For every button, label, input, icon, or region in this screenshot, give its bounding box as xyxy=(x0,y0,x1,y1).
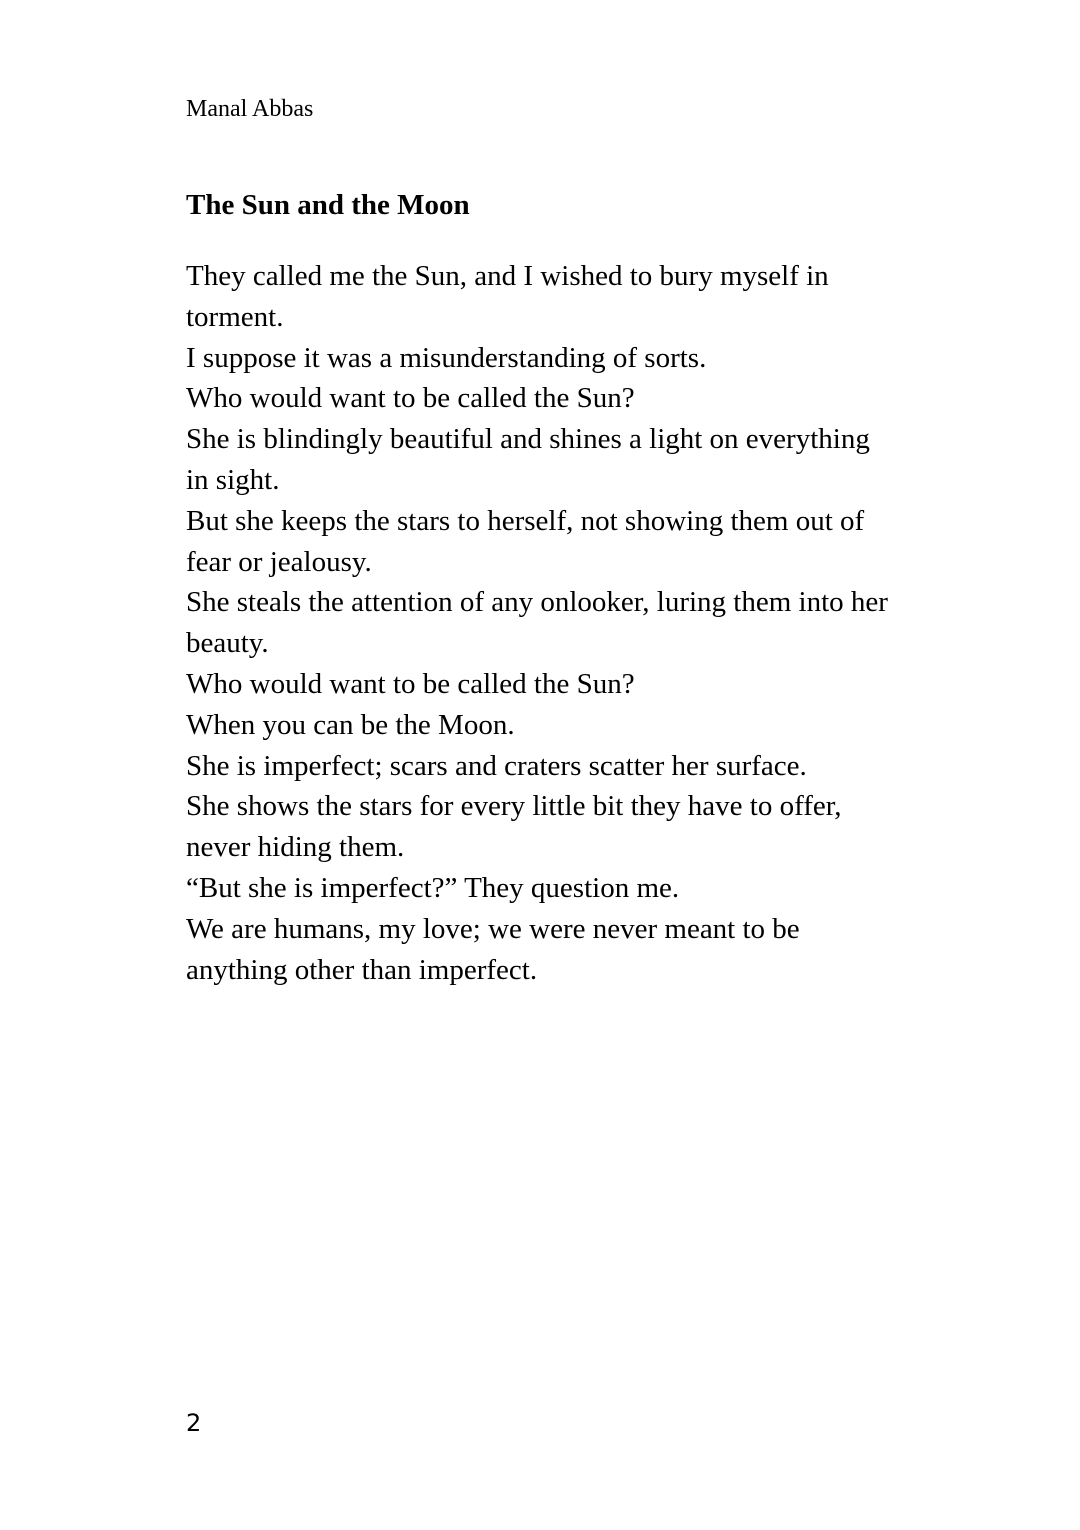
page-number: 2 xyxy=(186,1409,202,1437)
poem-line: She is imperfect; scars and craters scatter her surface. xyxy=(186,749,807,782)
poem-line: She shows the stars for every little bit they have to offer, never hiding them. xyxy=(186,790,842,864)
poem-line: “But she is imperfect?” They question me. xyxy=(186,871,680,904)
poem-line: She is blindingly beautiful and shines a light on everything in sight. xyxy=(186,423,870,496)
poem-body xyxy=(186,256,896,990)
poem-line: When you can be the Moon. xyxy=(186,708,515,741)
poem-line: Who would want to be called the Sun? xyxy=(186,667,635,700)
poem-line: We are humans, my love; we were never meant to be anything other than imperfect. xyxy=(186,912,800,986)
author-name: Manal Abbas xyxy=(186,96,314,122)
poem-line: She steals the attention of any onlooker, luring them into her beauty. xyxy=(186,586,888,660)
poem-title: The Sun and the Moon xyxy=(186,189,470,221)
poem-line: Who would want to be called the Sun? xyxy=(186,382,635,415)
poem-line: But she keeps the stars to herself, not showing them out of fear or jealousy. xyxy=(186,504,865,578)
poem-line: I suppose it was a misunderstanding of sorts. xyxy=(186,341,707,374)
poem-line: They called me the Sun, and I wished to bury myself in torment. xyxy=(186,260,829,333)
